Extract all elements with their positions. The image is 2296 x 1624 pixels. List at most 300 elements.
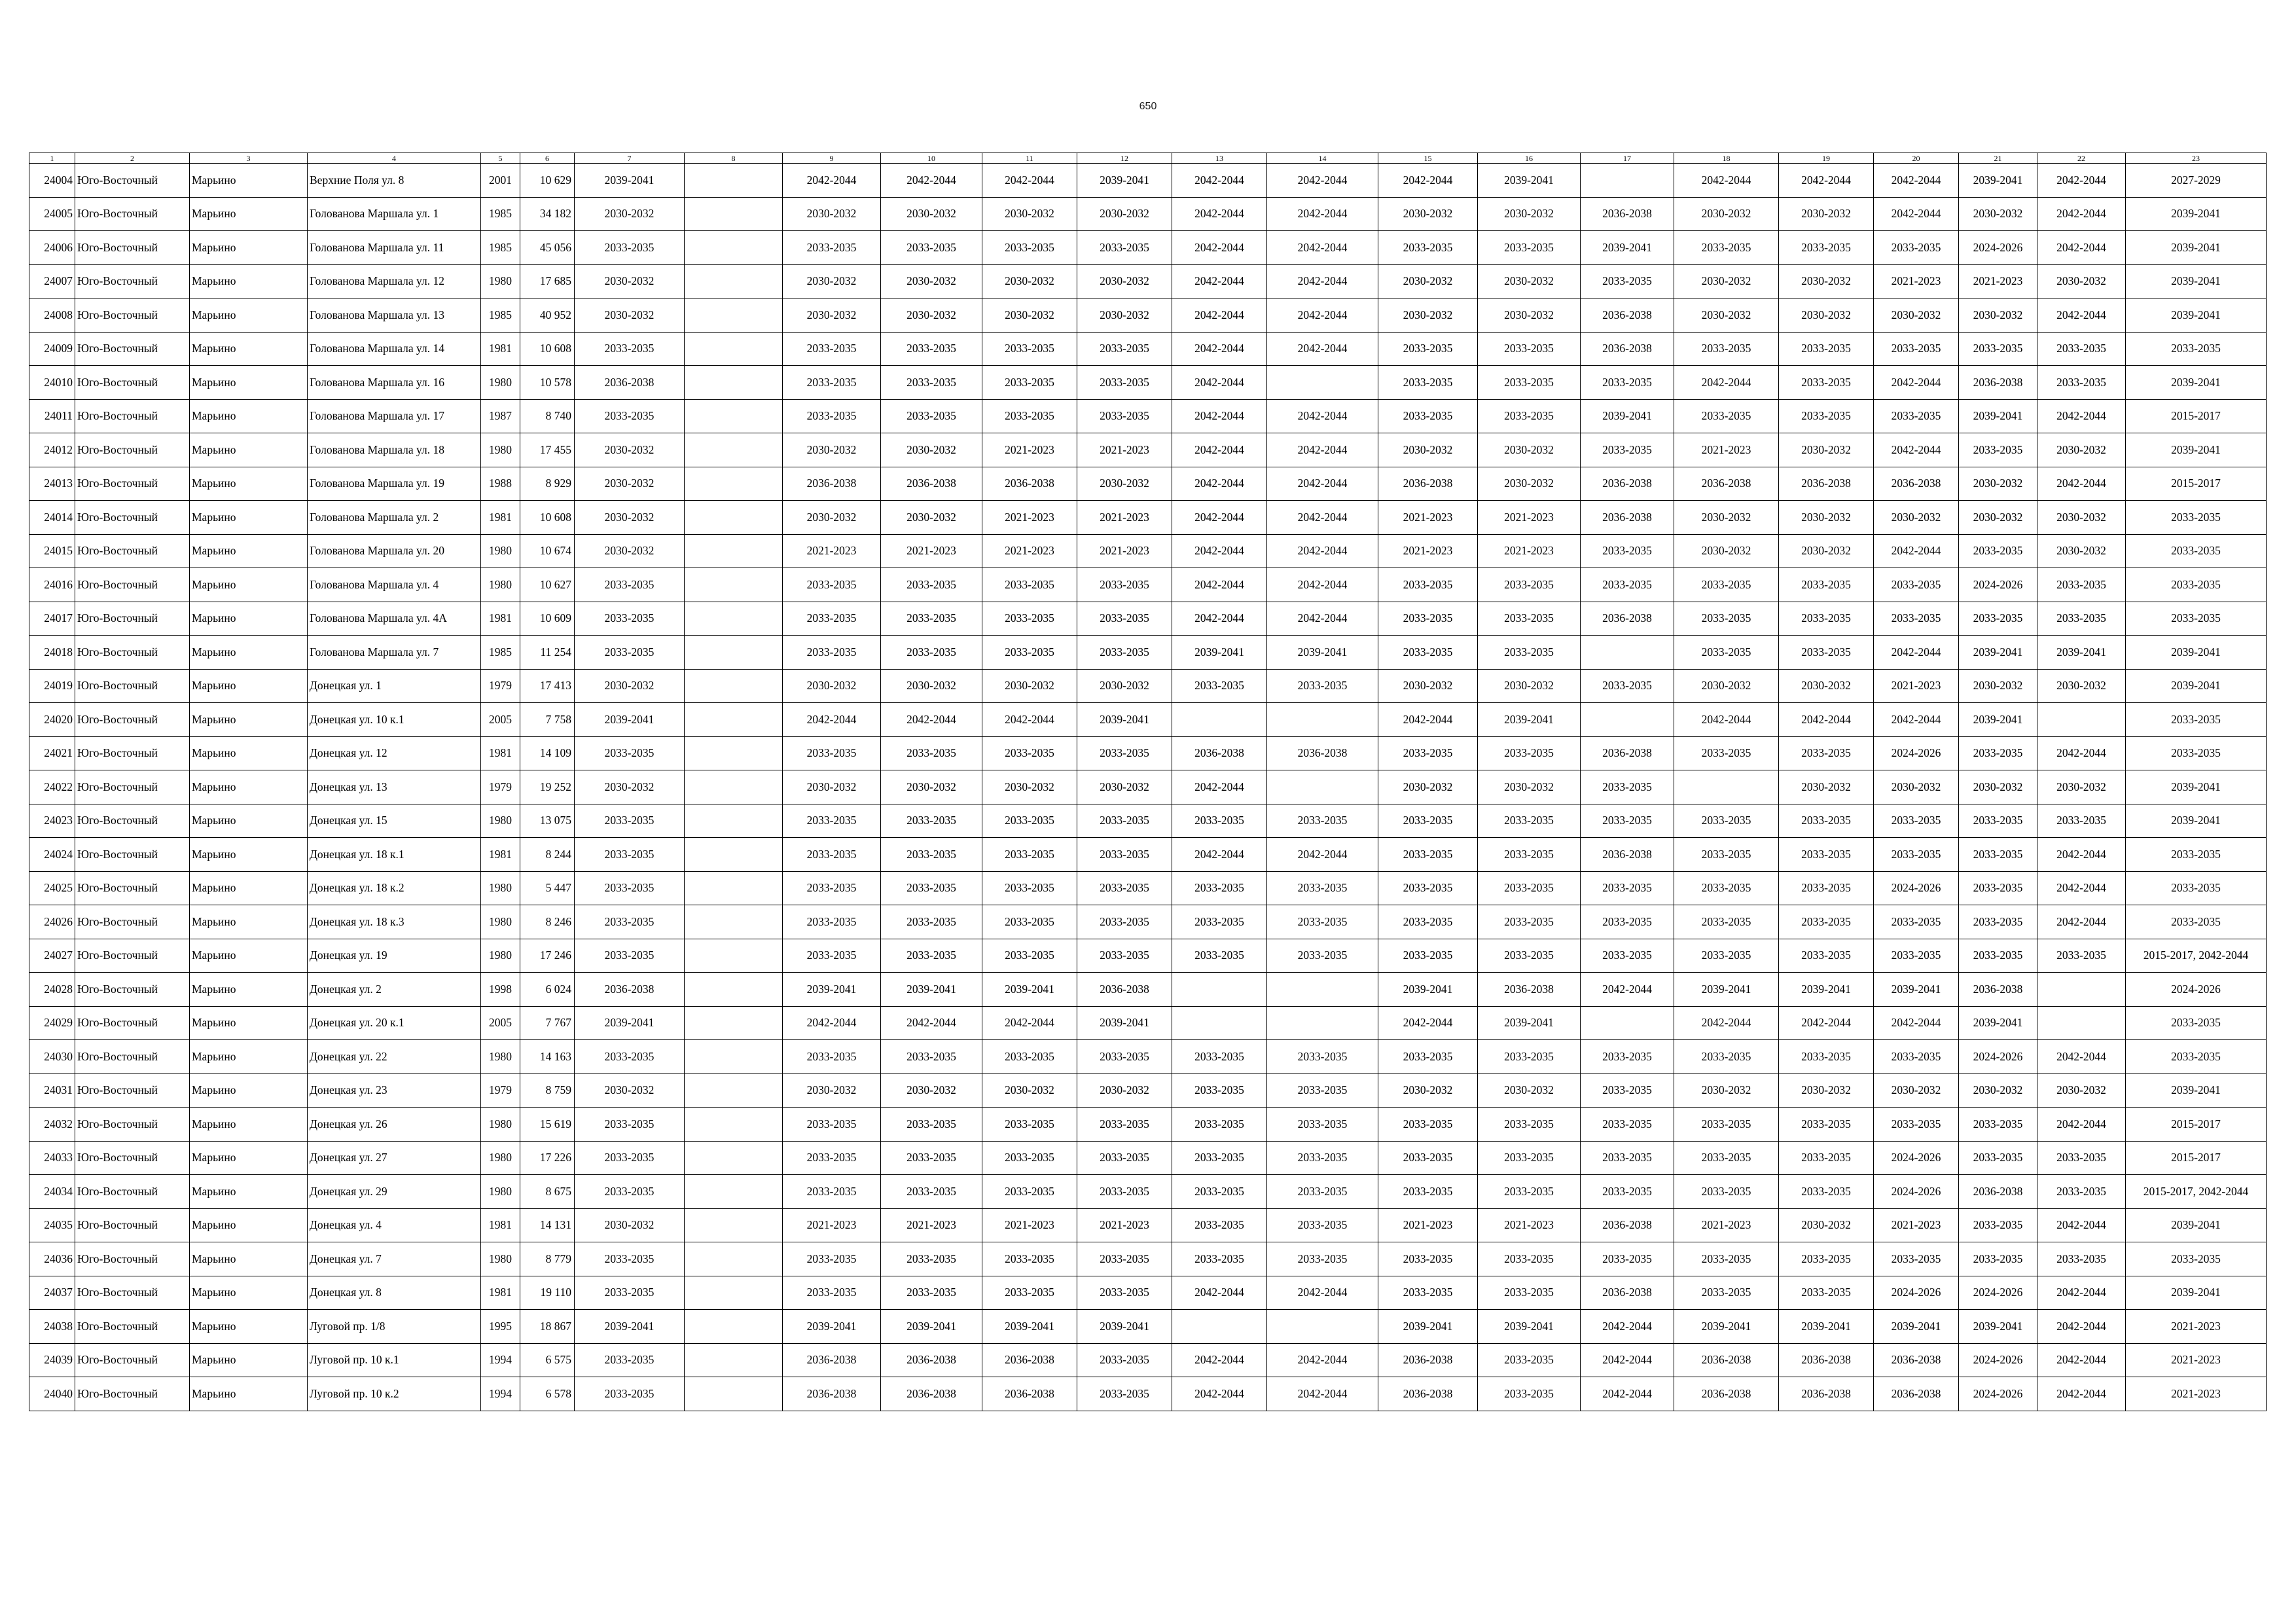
cell-period-7: 2030-2032 xyxy=(575,467,685,501)
cell-period-9: 2033-2035 xyxy=(783,636,881,670)
cell-period-12: 2033-2035 xyxy=(1077,568,1172,602)
table-row xyxy=(29,568,2267,602)
cell-period-7: 2033-2035 xyxy=(575,1276,685,1310)
cell-period-12: 2030-2032 xyxy=(1077,1074,1172,1108)
cell-period-14: 2033-2035 xyxy=(1267,1074,1378,1108)
cell-year: 1981 xyxy=(481,1208,520,1242)
cell-period-18: 2033-2035 xyxy=(1674,602,1779,636)
cell-period-11: 2033-2035 xyxy=(982,332,1077,366)
cell-period-14: 2042-2044 xyxy=(1267,197,1378,231)
cell-period-10: 2030-2032 xyxy=(881,264,982,298)
cell-period-17: 2033-2035 xyxy=(1581,939,1674,973)
cell-district: Юго-Восточный xyxy=(75,1006,190,1040)
cell-period-14: 2042-2044 xyxy=(1267,1276,1378,1310)
cell-period-15: 2021-2023 xyxy=(1378,501,1478,535)
table-row xyxy=(29,838,2267,872)
cell-floor-area: 6 578 xyxy=(520,1377,575,1411)
cell-area: Марьино xyxy=(190,1208,308,1242)
cell-period-14: 2036-2038 xyxy=(1267,736,1378,770)
cell-area: Марьино xyxy=(190,804,308,838)
cell-row-id: 24008 xyxy=(29,298,75,333)
cell-district: Юго-Восточный xyxy=(75,1310,190,1344)
cell-period-23: 2033-2035 xyxy=(2126,905,2267,939)
cell-period-11: 2033-2035 xyxy=(982,1276,1077,1310)
cell-floor-area: 17 226 xyxy=(520,1141,575,1175)
cell-period-17: 2036-2038 xyxy=(1581,1208,1674,1242)
cell-period-13: 2033-2035 xyxy=(1172,1141,1267,1175)
cell-period-14: 2033-2035 xyxy=(1267,1175,1378,1209)
cell-period-8 xyxy=(685,366,783,400)
cell-district: Юго-Восточный xyxy=(75,636,190,670)
cell-period-7: 2030-2032 xyxy=(575,501,685,535)
cell-year: 1980 xyxy=(481,433,520,467)
cell-address: Донецкая ул. 2 xyxy=(308,973,481,1007)
cell-area: Марьино xyxy=(190,164,308,198)
column-number-23: 23 xyxy=(2126,153,2267,164)
cell-period-10: 2021-2023 xyxy=(881,534,982,568)
cell-period-8 xyxy=(685,736,783,770)
cell-period-17: 2036-2038 xyxy=(1581,332,1674,366)
cell-period-18: 2033-2035 xyxy=(1674,1242,1779,1276)
cell-period-8 xyxy=(685,1377,783,1411)
cell-address: Голованова Маршала ул. 14 xyxy=(308,332,481,366)
cell-row-id: 24028 xyxy=(29,973,75,1007)
cell-period-16: 2033-2035 xyxy=(1478,1175,1581,1209)
cell-area: Марьино xyxy=(190,1074,308,1108)
table-row xyxy=(29,501,2267,535)
cell-floor-area: 17 685 xyxy=(520,264,575,298)
cell-period-8 xyxy=(685,871,783,905)
cell-period-23: 2039-2041 xyxy=(2126,669,2267,703)
cell-area: Марьино xyxy=(190,366,308,400)
cell-period-20: 2024-2026 xyxy=(1874,871,1959,905)
cell-period-8 xyxy=(685,467,783,501)
cell-area: Марьино xyxy=(190,838,308,872)
cell-period-14: 2042-2044 xyxy=(1267,264,1378,298)
cell-period-17 xyxy=(1581,164,1674,198)
cell-area: Марьино xyxy=(190,669,308,703)
cell-period-17: 2033-2035 xyxy=(1581,905,1674,939)
cell-period-7: 2030-2032 xyxy=(575,534,685,568)
cell-period-21: 2033-2035 xyxy=(1959,332,2037,366)
cell-row-id: 24026 xyxy=(29,905,75,939)
cell-period-23: 2015-2017 xyxy=(2126,1108,2267,1142)
cell-period-7: 2030-2032 xyxy=(575,197,685,231)
cell-period-15: 2030-2032 xyxy=(1378,264,1478,298)
cell-period-22 xyxy=(2037,703,2126,737)
cell-period-16: 2030-2032 xyxy=(1478,467,1581,501)
cell-period-19: 2030-2032 xyxy=(1779,433,1874,467)
cell-period-23: 2033-2035 xyxy=(2126,1040,2267,1074)
cell-row-id: 24027 xyxy=(29,939,75,973)
cell-period-9: 2033-2035 xyxy=(783,1040,881,1074)
cell-period-13 xyxy=(1172,1310,1267,1344)
cell-address: Донецкая ул. 18 к.2 xyxy=(308,871,481,905)
cell-period-16: 2033-2035 xyxy=(1478,399,1581,433)
cell-period-20: 2033-2035 xyxy=(1874,568,1959,602)
cell-period-12: 2036-2038 xyxy=(1077,973,1172,1007)
cell-period-19: 2033-2035 xyxy=(1779,399,1874,433)
cell-area: Марьино xyxy=(190,1040,308,1074)
cell-period-22: 2042-2044 xyxy=(2037,1276,2126,1310)
cell-period-21: 2039-2041 xyxy=(1959,1006,2037,1040)
cell-period-22: 2042-2044 xyxy=(2037,838,2126,872)
cell-period-9: 2042-2044 xyxy=(783,703,881,737)
cell-period-8 xyxy=(685,298,783,333)
cell-period-7: 2033-2035 xyxy=(575,1141,685,1175)
cell-period-12: 2033-2035 xyxy=(1077,366,1172,400)
cell-period-7: 2033-2035 xyxy=(575,602,685,636)
cell-period-17: 2033-2035 xyxy=(1581,1242,1674,1276)
cell-period-14: 2039-2041 xyxy=(1267,636,1378,670)
cell-floor-area: 10 608 xyxy=(520,332,575,366)
cell-period-21: 2024-2026 xyxy=(1959,1276,2037,1310)
cell-period-15: 2021-2023 xyxy=(1378,1208,1478,1242)
cell-period-11: 2033-2035 xyxy=(982,939,1077,973)
cell-period-17: 2036-2038 xyxy=(1581,298,1674,333)
cell-district: Юго-Восточный xyxy=(75,366,190,400)
cell-period-16: 2033-2035 xyxy=(1478,736,1581,770)
cell-period-20: 2036-2038 xyxy=(1874,467,1959,501)
cell-period-13: 2042-2044 xyxy=(1172,838,1267,872)
cell-row-id: 24022 xyxy=(29,770,75,804)
cell-period-12: 2030-2032 xyxy=(1077,298,1172,333)
cell-year: 1985 xyxy=(481,636,520,670)
cell-period-11: 2033-2035 xyxy=(982,1242,1077,1276)
cell-period-19: 2030-2032 xyxy=(1779,770,1874,804)
cell-row-id: 24023 xyxy=(29,804,75,838)
cell-year: 1998 xyxy=(481,973,520,1007)
cell-row-id: 24035 xyxy=(29,1208,75,1242)
cell-period-23: 2039-2041 xyxy=(2126,264,2267,298)
cell-period-9: 2033-2035 xyxy=(783,939,881,973)
cell-period-14: 2033-2035 xyxy=(1267,1208,1378,1242)
cell-period-19: 2033-2035 xyxy=(1779,568,1874,602)
cell-period-8 xyxy=(685,231,783,265)
table-row xyxy=(29,1310,2267,1344)
cell-period-18: 2042-2044 xyxy=(1674,164,1779,198)
cell-period-15: 2033-2035 xyxy=(1378,804,1478,838)
cell-period-13: 2042-2044 xyxy=(1172,501,1267,535)
cell-period-16: 2033-2035 xyxy=(1478,804,1581,838)
cell-period-18: 2033-2035 xyxy=(1674,1175,1779,1209)
cell-period-19: 2030-2032 xyxy=(1779,1208,1874,1242)
cell-period-9: 2033-2035 xyxy=(783,231,881,265)
cell-period-16: 2033-2035 xyxy=(1478,905,1581,939)
cell-period-15: 2033-2035 xyxy=(1378,1040,1478,1074)
cell-floor-area: 10 608 xyxy=(520,501,575,535)
cell-period-8 xyxy=(685,669,783,703)
column-number-13: 13 xyxy=(1172,153,1267,164)
cell-period-17: 2042-2044 xyxy=(1581,1310,1674,1344)
cell-period-17 xyxy=(1581,703,1674,737)
column-number-21: 21 xyxy=(1959,153,2037,164)
cell-period-9: 2033-2035 xyxy=(783,804,881,838)
cell-area: Марьино xyxy=(190,1175,308,1209)
cell-row-id: 24011 xyxy=(29,399,75,433)
cell-period-10: 2033-2035 xyxy=(881,871,982,905)
cell-period-12: 2021-2023 xyxy=(1077,534,1172,568)
cell-period-23: 2039-2041 xyxy=(2126,770,2267,804)
cell-period-18: 2021-2023 xyxy=(1674,1208,1779,1242)
cell-period-16: 2033-2035 xyxy=(1478,602,1581,636)
cell-row-id: 24018 xyxy=(29,636,75,670)
cell-address: Донецкая ул. 20 к.1 xyxy=(308,1006,481,1040)
cell-year: 1980 xyxy=(481,534,520,568)
cell-period-12: 2033-2035 xyxy=(1077,1343,1172,1377)
cell-period-13: 2033-2035 xyxy=(1172,804,1267,838)
cell-period-23: 2021-2023 xyxy=(2126,1343,2267,1377)
cell-address: Донецкая ул. 13 xyxy=(308,770,481,804)
cell-period-14: 2042-2044 xyxy=(1267,467,1378,501)
cell-address: Луговой пр. 10 к.1 xyxy=(308,1343,481,1377)
cell-period-15: 2033-2035 xyxy=(1378,1175,1478,1209)
cell-period-13: 2042-2044 xyxy=(1172,433,1267,467)
cell-address: Донецкая ул. 27 xyxy=(308,1141,481,1175)
cell-period-19: 2033-2035 xyxy=(1779,1276,1874,1310)
cell-row-id: 24005 xyxy=(29,197,75,231)
cell-period-23: 2039-2041 xyxy=(2126,197,2267,231)
cell-floor-area: 11 254 xyxy=(520,636,575,670)
table-row xyxy=(29,1040,2267,1074)
cell-period-8 xyxy=(685,1175,783,1209)
cell-period-7: 2033-2035 xyxy=(575,871,685,905)
cell-year: 1985 xyxy=(481,298,520,333)
cell-period-22: 2030-2032 xyxy=(2037,501,2126,535)
cell-period-11: 2033-2035 xyxy=(982,1141,1077,1175)
cell-period-14: 2033-2035 xyxy=(1267,804,1378,838)
cell-period-14: 2042-2044 xyxy=(1267,568,1378,602)
cell-period-13: 2033-2035 xyxy=(1172,905,1267,939)
cell-district: Юго-Восточный xyxy=(75,197,190,231)
cell-period-16: 2039-2041 xyxy=(1478,164,1581,198)
cell-period-21: 2021-2023 xyxy=(1959,264,2037,298)
column-number-20: 20 xyxy=(1874,153,1959,164)
cell-period-12: 2033-2035 xyxy=(1077,905,1172,939)
cell-period-17: 2042-2044 xyxy=(1581,1377,1674,1411)
cell-period-16: 2033-2035 xyxy=(1478,1108,1581,1142)
cell-period-9: 2030-2032 xyxy=(783,1074,881,1108)
cell-period-20: 2039-2041 xyxy=(1874,1310,1959,1344)
cell-floor-area: 8 244 xyxy=(520,838,575,872)
cell-period-17: 2036-2038 xyxy=(1581,736,1674,770)
cell-period-19: 2039-2041 xyxy=(1779,1310,1874,1344)
cell-period-14 xyxy=(1267,703,1378,737)
cell-period-12: 2033-2035 xyxy=(1077,1377,1172,1411)
cell-period-18: 2033-2035 xyxy=(1674,568,1779,602)
cell-period-21: 2024-2026 xyxy=(1959,1040,2037,1074)
cell-period-13: 2042-2044 xyxy=(1172,1276,1267,1310)
cell-period-21: 2036-2038 xyxy=(1959,973,2037,1007)
cell-period-12: 2033-2035 xyxy=(1077,838,1172,872)
cell-period-13 xyxy=(1172,703,1267,737)
cell-period-7: 2030-2032 xyxy=(575,264,685,298)
cell-period-11: 2033-2035 xyxy=(982,905,1077,939)
cell-row-id: 24036 xyxy=(29,1242,75,1276)
cell-address: Луговой пр. 10 к.2 xyxy=(308,1377,481,1411)
cell-period-13: 2033-2035 xyxy=(1172,1074,1267,1108)
cell-year: 2001 xyxy=(481,164,520,198)
cell-district: Юго-Восточный xyxy=(75,1343,190,1377)
cell-period-19: 2033-2035 xyxy=(1779,332,1874,366)
cell-period-22: 2033-2035 xyxy=(2037,332,2126,366)
cell-period-18: 2039-2041 xyxy=(1674,973,1779,1007)
cell-period-12: 2021-2023 xyxy=(1077,501,1172,535)
cell-period-14: 2042-2044 xyxy=(1267,231,1378,265)
cell-period-23: 2039-2041 xyxy=(2126,366,2267,400)
cell-period-20: 2024-2026 xyxy=(1874,1276,1959,1310)
cell-district: Юго-Восточный xyxy=(75,433,190,467)
cell-period-19: 2033-2035 xyxy=(1779,1242,1874,1276)
cell-period-19: 2033-2035 xyxy=(1779,871,1874,905)
cell-period-12: 2033-2035 xyxy=(1077,636,1172,670)
cell-period-18: 2033-2035 xyxy=(1674,804,1779,838)
cell-period-17: 2033-2035 xyxy=(1581,264,1674,298)
cell-period-12: 2033-2035 xyxy=(1077,1040,1172,1074)
cell-period-22: 2033-2035 xyxy=(2037,602,2126,636)
cell-floor-area: 5 447 xyxy=(520,871,575,905)
cell-area: Марьино xyxy=(190,1242,308,1276)
cell-district: Юго-Восточный xyxy=(75,534,190,568)
cell-period-11: 2030-2032 xyxy=(982,1074,1077,1108)
cell-period-20: 2033-2035 xyxy=(1874,1040,1959,1074)
cell-period-8 xyxy=(685,804,783,838)
cell-period-12: 2039-2041 xyxy=(1077,1310,1172,1344)
cell-period-13 xyxy=(1172,1006,1267,1040)
cell-period-21: 2039-2041 xyxy=(1959,636,2037,670)
cell-period-9: 2033-2035 xyxy=(783,871,881,905)
cell-period-18: 2030-2032 xyxy=(1674,1074,1779,1108)
cell-period-18: 2033-2035 xyxy=(1674,332,1779,366)
cell-period-18: 2033-2035 xyxy=(1674,231,1779,265)
cell-period-10: 2033-2035 xyxy=(881,905,982,939)
cell-period-18: 2033-2035 xyxy=(1674,636,1779,670)
cell-period-16: 2030-2032 xyxy=(1478,197,1581,231)
cell-period-9: 2039-2041 xyxy=(783,1310,881,1344)
cell-year: 1979 xyxy=(481,1074,520,1108)
cell-period-15: 2030-2032 xyxy=(1378,669,1478,703)
cell-period-14: 2033-2035 xyxy=(1267,1242,1378,1276)
cell-period-8 xyxy=(685,501,783,535)
cell-period-10: 2033-2035 xyxy=(881,1141,982,1175)
cell-period-12: 2033-2035 xyxy=(1077,332,1172,366)
table-row xyxy=(29,973,2267,1007)
cell-year: 1981 xyxy=(481,838,520,872)
cell-period-20: 2024-2026 xyxy=(1874,736,1959,770)
column-number-17: 17 xyxy=(1581,153,1674,164)
cell-year: 1979 xyxy=(481,669,520,703)
cell-period-14: 2042-2044 xyxy=(1267,298,1378,333)
cell-floor-area: 8 759 xyxy=(520,1074,575,1108)
cell-period-10: 2033-2035 xyxy=(881,332,982,366)
cell-period-18: 2036-2038 xyxy=(1674,1377,1779,1411)
cell-period-20: 2042-2044 xyxy=(1874,636,1959,670)
cell-period-14: 2042-2044 xyxy=(1267,501,1378,535)
cell-area: Марьино xyxy=(190,332,308,366)
cell-address: Голованова Маршала ул. 13 xyxy=(308,298,481,333)
cell-period-20: 2033-2035 xyxy=(1874,1108,1959,1142)
cell-row-id: 24040 xyxy=(29,1377,75,1411)
cell-period-19: 2033-2035 xyxy=(1779,838,1874,872)
cell-period-23: 2039-2041 xyxy=(2126,804,2267,838)
cell-period-20: 2042-2044 xyxy=(1874,366,1959,400)
cell-period-21: 2033-2035 xyxy=(1959,602,2037,636)
cell-period-23: 2021-2023 xyxy=(2126,1377,2267,1411)
cell-period-21: 2030-2032 xyxy=(1959,197,2037,231)
cell-period-22: 2033-2035 xyxy=(2037,804,2126,838)
cell-period-14 xyxy=(1267,366,1378,400)
cell-district: Юго-Восточный xyxy=(75,871,190,905)
cell-period-16: 2033-2035 xyxy=(1478,366,1581,400)
cell-period-20: 2033-2035 xyxy=(1874,939,1959,973)
cell-period-12: 2033-2035 xyxy=(1077,1141,1172,1175)
cell-period-11: 2021-2023 xyxy=(982,433,1077,467)
cell-period-11: 2021-2023 xyxy=(982,534,1077,568)
cell-period-17: 2042-2044 xyxy=(1581,973,1674,1007)
cell-period-20: 2024-2026 xyxy=(1874,1175,1959,1209)
cell-period-22: 2042-2044 xyxy=(2037,231,2126,265)
cell-period-16: 2033-2035 xyxy=(1478,636,1581,670)
cell-period-10: 2030-2032 xyxy=(881,1074,982,1108)
cell-period-13: 2042-2044 xyxy=(1172,1343,1267,1377)
cell-period-20: 2039-2041 xyxy=(1874,973,1959,1007)
cell-period-19: 2033-2035 xyxy=(1779,905,1874,939)
cell-period-8 xyxy=(685,568,783,602)
cell-row-id: 24017 xyxy=(29,602,75,636)
cell-period-17 xyxy=(1581,636,1674,670)
cell-period-11: 2036-2038 xyxy=(982,1343,1077,1377)
cell-period-10: 2033-2035 xyxy=(881,1276,982,1310)
cell-period-14: 2042-2044 xyxy=(1267,433,1378,467)
cell-period-18: 2039-2041 xyxy=(1674,1310,1779,1344)
cell-period-13: 2042-2044 xyxy=(1172,534,1267,568)
cell-year: 2005 xyxy=(481,1006,520,1040)
cell-district: Юго-Восточный xyxy=(75,264,190,298)
cell-period-17: 2036-2038 xyxy=(1581,467,1674,501)
cell-period-21: 2033-2035 xyxy=(1959,905,2037,939)
cell-period-18: 2033-2035 xyxy=(1674,905,1779,939)
cell-period-15: 2033-2035 xyxy=(1378,838,1478,872)
cell-period-12: 2030-2032 xyxy=(1077,264,1172,298)
cell-period-8 xyxy=(685,1242,783,1276)
cell-address: Донецкая ул. 18 к.3 xyxy=(308,905,481,939)
cell-row-id: 24013 xyxy=(29,467,75,501)
cell-period-7: 2033-2035 xyxy=(575,1377,685,1411)
table-row xyxy=(29,1377,2267,1411)
cell-row-id: 24014 xyxy=(29,501,75,535)
cell-address: Голованова Маршала ул. 7 xyxy=(308,636,481,670)
cell-period-21: 2033-2035 xyxy=(1959,939,2037,973)
cell-area: Марьино xyxy=(190,636,308,670)
cell-row-id: 24020 xyxy=(29,703,75,737)
cell-period-12: 2033-2035 xyxy=(1077,399,1172,433)
cell-row-id: 24038 xyxy=(29,1310,75,1344)
cell-year: 1980 xyxy=(481,939,520,973)
cell-period-17: 2039-2041 xyxy=(1581,231,1674,265)
cell-period-8 xyxy=(685,1040,783,1074)
cell-period-15: 2030-2032 xyxy=(1378,433,1478,467)
cell-period-18: 2030-2032 xyxy=(1674,501,1779,535)
cell-period-15: 2030-2032 xyxy=(1378,1074,1478,1108)
cell-floor-area: 6 575 xyxy=(520,1343,575,1377)
cell-period-22: 2042-2044 xyxy=(2037,1343,2126,1377)
cell-period-21: 2039-2041 xyxy=(1959,703,2037,737)
cell-period-10: 2033-2035 xyxy=(881,636,982,670)
cell-period-12: 2039-2041 xyxy=(1077,703,1172,737)
cell-period-20: 2042-2044 xyxy=(1874,164,1959,198)
cell-period-16: 2021-2023 xyxy=(1478,501,1581,535)
cell-period-7: 2030-2032 xyxy=(575,770,685,804)
